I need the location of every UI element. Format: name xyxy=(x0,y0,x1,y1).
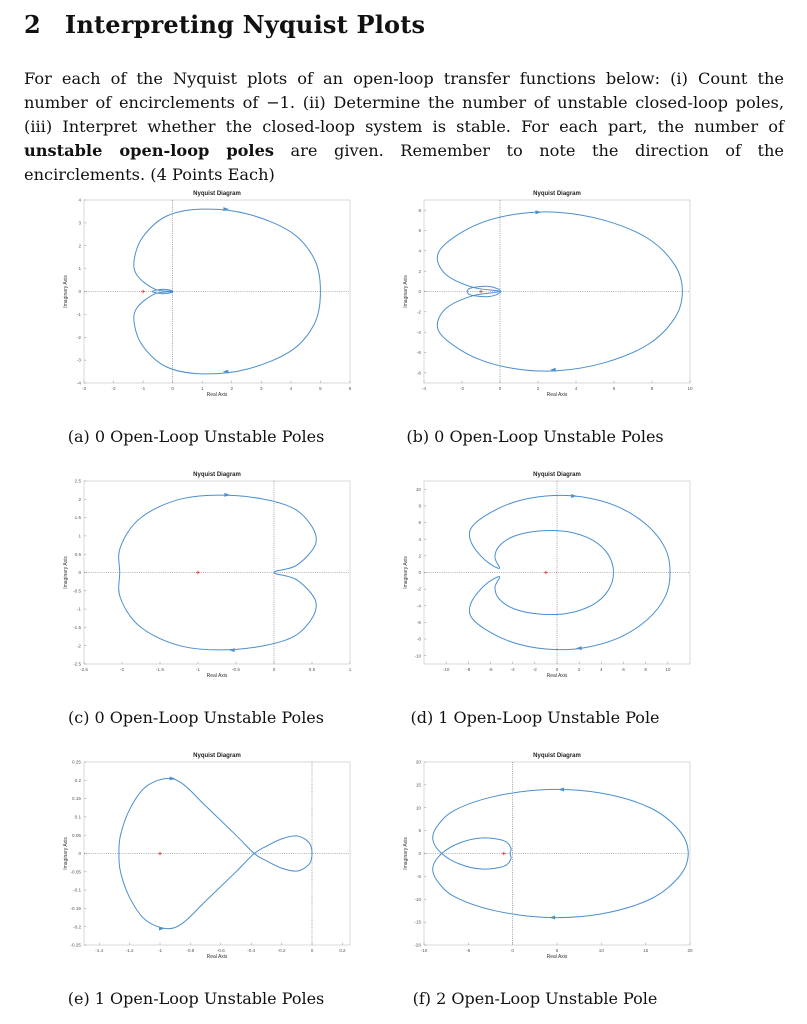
y-tick-label: -20 xyxy=(414,942,421,948)
x-tick-label: 5 xyxy=(319,386,322,391)
y-tick-label: 2 xyxy=(78,496,81,502)
x-tick-label: 0 xyxy=(555,667,559,672)
y-tick-label: -5 xyxy=(416,873,421,879)
plot-d xyxy=(393,467,693,689)
x-tick-label: 1 xyxy=(348,667,352,672)
y-tick-label: -1 xyxy=(76,311,81,317)
y-tick-label: 1 xyxy=(78,533,81,539)
x-tick-label: 0 xyxy=(498,386,502,391)
x-tick-label: -0.6 xyxy=(216,948,225,953)
plot-title: Nyquist Diagram xyxy=(193,753,241,759)
y-tick-label: 0.5 xyxy=(74,551,81,557)
nyquist-plot-b xyxy=(393,186,693,408)
x-tick-label: -5 xyxy=(466,948,471,953)
y-axis-label: Imaginary Axis xyxy=(403,556,409,589)
section-heading xyxy=(24,10,425,39)
y-axis-label: Imaginary Axis xyxy=(403,837,409,870)
y-tick-label: -2 xyxy=(416,586,421,592)
x-tick-label: 15 xyxy=(643,948,649,953)
x-tick-label: 10 xyxy=(687,386,693,391)
y-tick-label: -0.2 xyxy=(73,924,81,930)
y-tick-label: 6 xyxy=(418,228,421,234)
y-tick-label: 10 xyxy=(415,805,421,811)
y-tick-label: 2 xyxy=(78,243,81,249)
plot-a xyxy=(53,186,353,408)
x-tick-label: 2 xyxy=(230,386,234,391)
x-tick-label: -2 xyxy=(111,386,116,391)
y-tick-label: 0 xyxy=(78,570,81,576)
y-tick-label: 10 xyxy=(415,486,421,492)
y-tick-label: 0.15 xyxy=(72,796,81,802)
y-tick-label: -4 xyxy=(76,380,81,386)
y-tick-label: 20 xyxy=(415,759,421,765)
y-tick-label: -2.5 xyxy=(73,661,81,667)
x-tick-label: -6 xyxy=(488,667,493,672)
y-tick-label: 0 xyxy=(78,289,81,295)
x-axis-label: Real Axis xyxy=(546,673,568,679)
y-tick-label: -8 xyxy=(416,636,421,642)
x-tick-label: 10 xyxy=(598,948,604,953)
x-tick-label: -3 xyxy=(81,386,87,391)
y-tick-label: -8 xyxy=(416,370,421,376)
caption-a: (a) 0 Open-Loop Unstable Poles xyxy=(67,427,325,446)
x-tick-label: -2 xyxy=(459,386,465,391)
y-axis-label: Imaginary Axis xyxy=(63,556,69,589)
x-tick-label: -2 xyxy=(532,667,537,672)
y-tick-label: -2 xyxy=(416,309,421,315)
y-tick-label: 0.2 xyxy=(74,777,81,783)
x-tick-label: 0 xyxy=(272,667,276,672)
x-tick-label: 8 xyxy=(650,386,654,391)
y-tick-label: -6 xyxy=(416,620,421,626)
x-tick-label: 0.2 xyxy=(339,948,346,953)
x-tick-label: -1.5 xyxy=(156,667,164,672)
x-tick-label: -2.5 xyxy=(80,667,88,672)
x-tick-label: 8 xyxy=(644,667,647,672)
y-tick-label: 8 xyxy=(418,503,421,509)
y-tick-label: 15 xyxy=(415,782,421,788)
x-tick-label: -1 xyxy=(157,948,163,953)
plot-f xyxy=(393,748,693,970)
y-tick-label: -1 xyxy=(76,606,81,612)
caption-f: (f) 2 Open-Loop Unstable Pole xyxy=(412,989,658,1008)
caption-c: (c) 0 Open-Loop Unstable Poles xyxy=(68,708,324,727)
x-tick-label: -0.4 xyxy=(247,948,256,953)
x-tick-label: -0.2 xyxy=(277,948,286,953)
y-tick-label: -0.5 xyxy=(73,588,81,594)
y-tick-label: 0.1 xyxy=(74,814,81,820)
x-tick-label: 5 xyxy=(555,948,559,953)
plot-b xyxy=(393,186,693,408)
y-axis-label: Imaginary Axis xyxy=(63,837,69,870)
y-tick-label: 4 xyxy=(418,248,421,254)
y-tick-label: 5 xyxy=(418,828,421,834)
x-axis-label: Real Axis xyxy=(206,673,228,679)
y-tick-label: -0.1 xyxy=(73,887,81,893)
x-tick-label: 6 xyxy=(612,386,616,391)
y-tick-label: -6 xyxy=(416,350,421,356)
plot-e xyxy=(53,748,353,970)
x-tick-label: -1.4 xyxy=(95,948,104,953)
y-tick-label: 0 xyxy=(418,570,421,576)
y-tick-label: 1 xyxy=(78,266,81,272)
y-tick-label: -10 xyxy=(414,653,421,659)
plot-title: Nyquist Diagram xyxy=(193,472,241,478)
y-axis-label: Imaginary Axis xyxy=(403,275,409,308)
x-axis-label: Real Axis xyxy=(206,954,228,960)
y-axis-label: Imaginary Axis xyxy=(63,275,69,308)
x-tick-label: 20 xyxy=(687,948,693,953)
y-tick-label: 2 xyxy=(418,268,421,274)
x-tick-label: -10 xyxy=(442,667,450,672)
y-tick-label: 0 xyxy=(78,851,81,857)
y-tick-label: 3 xyxy=(78,220,81,226)
x-tick-label: -4 xyxy=(510,667,515,672)
y-tick-label: -2 xyxy=(76,643,81,649)
x-axis-label: Real Axis xyxy=(206,392,228,398)
plot-c xyxy=(53,467,353,689)
y-tick-label: -2 xyxy=(76,334,81,340)
x-tick-label: -0.8 xyxy=(186,948,195,953)
x-tick-label: 1 xyxy=(200,386,204,391)
y-tick-label: -15 xyxy=(414,919,421,925)
section-number: 2 xyxy=(24,10,41,39)
x-tick-label: -1.2 xyxy=(125,948,134,953)
x-tick-label: 2 xyxy=(577,667,581,672)
x-tick-label: -2 xyxy=(119,667,125,672)
y-tick-label: -0.05 xyxy=(70,869,81,875)
plot-title: Nyquist Diagram xyxy=(533,191,581,197)
y-tick-label: 0.25 xyxy=(72,759,81,765)
x-tick-label: -10 xyxy=(420,948,428,953)
x-tick-label: 0.5 xyxy=(308,667,316,672)
x-axis-label: Real Axis xyxy=(546,392,568,398)
x-tick-label: 3 xyxy=(260,386,263,391)
x-tick-label: -0.5 xyxy=(232,667,240,672)
intro-text-1: For each of the Nyquist plots of an open-loop transfer functions below: (i) Count the number of encirclements of −1. (ii) Determine the number of unstable closed-loop poles, (iii) Interpret whether the closed-loop system is stable. For each part, the number of xyxy=(24,69,784,136)
intro-bold: unstable open-loop poles xyxy=(24,141,274,160)
x-tick-label: 0 xyxy=(171,386,174,391)
x-tick-label: 2 xyxy=(536,386,540,391)
x-tick-label: 4 xyxy=(289,386,293,391)
y-tick-label: 6 xyxy=(418,520,421,526)
caption-b: (b) 0 Open-Loop Unstable Poles xyxy=(406,427,664,446)
y-tick-label: 4 xyxy=(418,536,421,542)
x-tick-label: 4 xyxy=(600,667,603,672)
y-tick-label: 1.5 xyxy=(74,515,81,521)
y-tick-label: 0.05 xyxy=(72,832,81,838)
x-tick-label: 10 xyxy=(665,667,671,672)
caption-e: (e) 1 Open-Loop Unstable Poles xyxy=(67,989,325,1008)
nyquist-plot-d xyxy=(393,467,693,689)
nyquist-plot-c xyxy=(53,467,353,689)
plot-title: Nyquist Diagram xyxy=(533,472,581,478)
y-tick-label: 2.5 xyxy=(74,478,81,484)
y-tick-label: -1.5 xyxy=(73,625,81,630)
x-tick-label: -1 xyxy=(141,386,146,391)
y-tick-label: -4 xyxy=(416,603,421,609)
x-tick-label: 6 xyxy=(622,667,625,672)
x-tick-label: 0 xyxy=(310,948,314,953)
y-tick-label: -3 xyxy=(76,357,81,363)
caption-d: (d) 1 Open-Loop Unstable Pole xyxy=(410,708,660,727)
y-tick-label: -10 xyxy=(414,896,421,902)
y-tick-label: 0 xyxy=(418,851,421,857)
x-axis-label: Real Axis xyxy=(546,954,568,960)
x-tick-label: 4 xyxy=(574,386,578,391)
x-tick-label: -1 xyxy=(195,667,201,672)
y-tick-label: -0.15 xyxy=(70,906,81,911)
y-tick-label: 2 xyxy=(418,553,421,559)
nyquist-plot-e xyxy=(53,748,353,970)
y-tick-label: -4 xyxy=(416,329,421,335)
intro-paragraph xyxy=(24,67,784,187)
plot-title: Nyquist Diagram xyxy=(533,753,581,759)
y-tick-label: 0 xyxy=(418,289,421,295)
plot-title: Nyquist Diagram xyxy=(193,191,241,197)
y-tick-label: 4 xyxy=(78,197,81,203)
nyquist-plot-a xyxy=(53,186,353,408)
x-tick-label: 6 xyxy=(348,386,352,391)
y-tick-label: 8 xyxy=(418,207,421,213)
intro-text-2: are given. Remember to note the direction of the encirclements. (4 Points Each) xyxy=(24,141,785,184)
x-tick-label: -8 xyxy=(466,667,471,672)
y-tick-label: -0.25 xyxy=(70,942,81,948)
x-tick-label: -4 xyxy=(421,386,427,391)
section-title: Interpreting Nyquist Plots xyxy=(64,10,426,39)
nyquist-plot-f xyxy=(393,748,693,970)
x-tick-label: 0 xyxy=(511,948,514,953)
